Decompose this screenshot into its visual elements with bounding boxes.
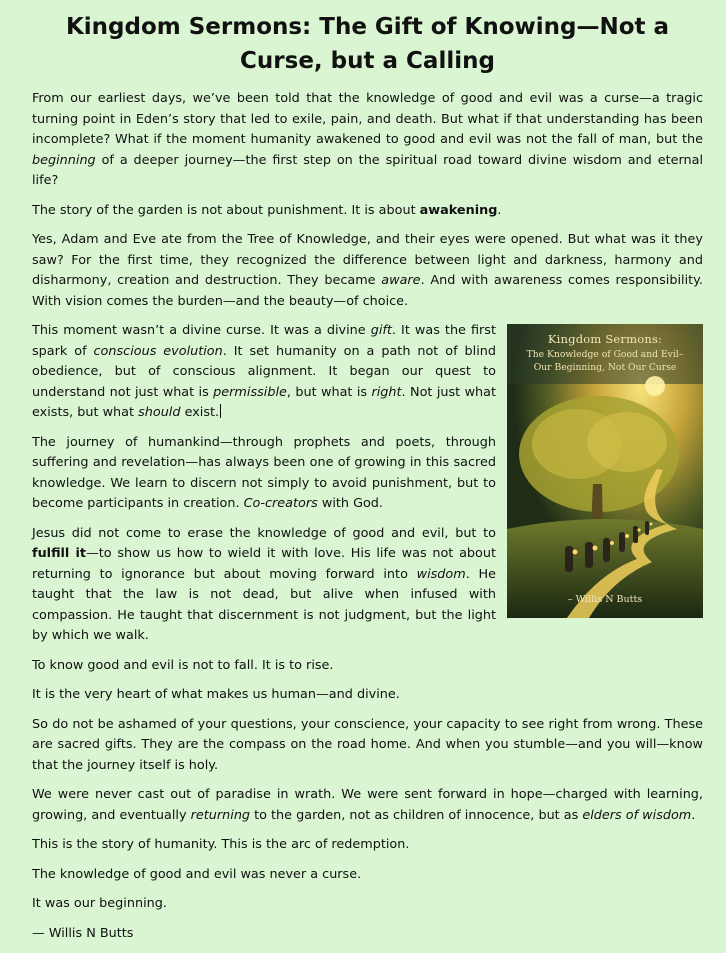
emphasis-text: elders of wisdom [582, 807, 692, 823]
cover-title: Kingdom Sermons: [547, 332, 663, 346]
text-run: This moment wasn’t a divine curse. It was a divine [32, 323, 371, 338]
text-run: , but what is [286, 384, 372, 400]
text-run: Yes, Adam and Eve ate from the Tree of Knowledge, and their eyes were opened. But what was it they saw? For the first time, they recognized the difference between light and darkness, harmony and disharmony, creation and destruction. They became [32, 232, 703, 288]
book-cover-image [507, 324, 703, 618]
text-run: . It was the first spark of [32, 323, 496, 359]
text-run: —to show us how to wield it with love. His life was not about returning to ignorance but about moving forward into [32, 546, 497, 582]
text-run: of a deeper journey—the first step on the spiritual road toward divine wisdom and eternal life? [32, 152, 703, 188]
text-run: We were never cast out of paradise in wrath. We were sent forward in hope—charged with learning, growing, and eventually [32, 787, 703, 823]
page-title: Kingdom Sermons: The Gift of Knowing—Not a Curse, but a Calling [65, 14, 670, 74]
text-run: From our earliest days, we’ve been told that the knowledge of good and evil was a curse—a tragic turning point in Eden’s story that led to exile, pain, and death. But what if that understanding has been incomplete? What if the moment humanity awakened to good and evil was not the fall of man, but the [32, 91, 703, 147]
cover-author: – Willis N Butts [567, 594, 643, 605]
paragraph-2 [32, 201, 703, 222]
emphasis-text: returning [190, 807, 251, 823]
emphasis-text: Co-creators [243, 496, 318, 511]
paragraph-9: So do not be ashamed of your questions, your conscience, your capacity to see right from wrong. These are sacred gifts. They are the compass on the road home. And when you stumble—and you will—know that the journey itself is holy. [32, 716, 703, 773]
paragraph-10 [32, 785, 703, 826]
text-run: . [497, 202, 502, 218]
article-body [32, 89, 703, 953]
emphasis-text: wisdom [416, 566, 466, 582]
text-run: Jesus did not come to erase the knowledge of good and evil, but to [32, 525, 496, 541]
cover-subtitle-line-2: Our Beginning, Not Our Curse [533, 362, 677, 373]
emphasis-text: right [371, 384, 402, 400]
text-cursor [220, 404, 221, 418]
emphasis-text: conscious evolution [93, 343, 223, 359]
text-run: The story of the garden is not about punishment. It is about [32, 202, 420, 218]
emphasis-text: beginning [32, 152, 96, 168]
bold-text: fulfill it [32, 546, 86, 561]
bold-text: awakening [419, 202, 498, 218]
emphasis-text: should [138, 405, 181, 420]
text-run: exist. [180, 405, 220, 420]
paragraph-8: It is the very heart of what makes us human—and divine. [32, 687, 400, 702]
text-run: . Not just what exists, but what [32, 384, 497, 420]
paragraph-13: It was our beginning. [32, 896, 167, 911]
emphasis-text: aware [381, 273, 421, 288]
text-run: to the garden, not as children of innocence, but as [250, 807, 583, 823]
signature: — Willis N Butts [32, 925, 134, 941]
text-run: . [691, 807, 696, 823]
emphasis-text: gift [370, 323, 392, 338]
text-run: with God. [317, 496, 384, 511]
emphasis-text: permissible [213, 384, 287, 400]
paragraph-11: This is the story of humanity. This is the arc of redemption. [32, 837, 410, 852]
cover-subtitle-line-1: The Knowledge of Good and Evil– [526, 349, 684, 360]
paragraph-1 [32, 89, 703, 192]
text-run: . And with awareness comes responsibility. With vision comes the burden—and the beauty—of choice. [32, 273, 703, 309]
text-run: . He taught that the law is not dead, but alive when infused with compassion. He taught that discernment is not judgment, but the light by which we walk. [32, 566, 496, 643]
text-run: . It set humanity on a path not of blind obedience, but of conscious alignment. It began our quest to understand not just what is [32, 343, 496, 400]
cover-subtitle [511, 348, 699, 374]
paragraph-12: The knowledge of good and evil was never a curse. [32, 866, 362, 882]
paragraph-7: To know good and evil is not to fall. It is to rise. [32, 657, 334, 673]
paragraph-3 [32, 230, 703, 312]
text-run: The journey of humankind—through prophets and poets, through suffering and revelation—has always been one of growing in this sacred knowledge. We learn to discern not simply to avoid punishment, but to become participants in creation. [32, 434, 496, 511]
